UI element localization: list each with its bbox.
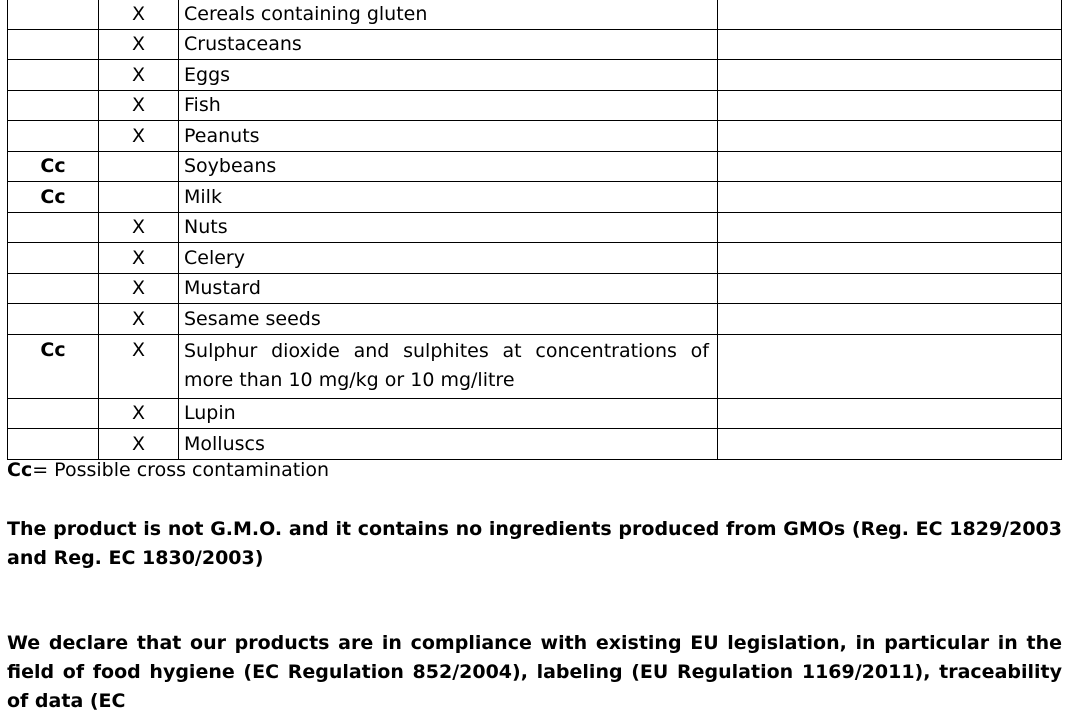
table-row [8,334,1062,398]
table-row [8,0,1062,29]
cross-contamination-cell: Cc [8,182,99,213]
table-row [8,182,1062,213]
cross-contamination-cell: Cc [8,151,99,182]
legend-text: = Possible cross contamination [32,459,330,481]
allergen-name-cell: Celery [179,243,718,274]
empty-cell [718,121,1062,152]
cross-contamination-cell: Cc [8,334,99,398]
table-row [8,121,1062,152]
allergen-name-cell: Fish [179,90,718,121]
gmo-statement: The product is not G.M.O. and it contains no ingredients produced from GMOs (Reg. EC 1829/2003 and Reg. EC 1830/2003) [7,518,1062,569]
table-row [8,212,1062,243]
absent-mark-cell: X [99,90,179,121]
allergen-table [7,0,1062,460]
absent-mark-cell [99,151,179,182]
cross-contamination-cell [8,60,99,91]
absent-mark-cell: X [99,60,179,91]
absent-mark-cell: X [99,121,179,152]
table-row [8,429,1062,460]
empty-cell [718,273,1062,304]
compliance-statement: We declare that our products are in compliance with existing EU legislation, in particular in the field of food hygiene (EC Regulation 852/2004), labeling (EU Regulation 1169/2011), traceability of data (EC [7,632,1062,712]
empty-cell [718,334,1062,398]
allergen-name-cell: Mustard [179,273,718,304]
absent-mark-cell: X [99,429,179,460]
absent-mark-cell: X [99,334,179,398]
table-row [8,151,1062,182]
allergen-name-cell: Sesame seeds [179,304,718,335]
allergen-name-cell: Soybeans [179,151,718,182]
empty-cell [718,0,1062,29]
empty-cell [718,182,1062,213]
allergen-name-cell: Eggs [179,60,718,91]
empty-cell [718,429,1062,460]
allergen-name-cell: Lupin [179,398,718,429]
table-row [8,273,1062,304]
empty-cell [718,60,1062,91]
cross-contamination-cell [8,90,99,121]
empty-cell [718,29,1062,60]
empty-cell [718,398,1062,429]
cross-contamination-cell [8,273,99,304]
legend-abbreviation: Cc [7,459,33,481]
cross-contamination-cell [8,243,99,274]
cross-contamination-cell [8,29,99,60]
absent-mark-cell: X [99,0,179,29]
allergen-name-cell: Cereals containing gluten [179,0,718,29]
table-row [8,304,1062,335]
absent-mark-cell: X [99,212,179,243]
cross-contamination-cell [8,398,99,429]
empty-cell [718,243,1062,274]
table-row [8,90,1062,121]
absent-mark-cell: X [99,29,179,60]
cross-contamination-cell [8,304,99,335]
allergen-name-cell: Peanuts [179,121,718,152]
empty-cell [718,304,1062,335]
table-row [8,243,1062,274]
absent-mark-cell [99,182,179,213]
table-row [8,60,1062,91]
cross-contamination-cell [8,121,99,152]
table-row [8,398,1062,429]
absent-mark-cell: X [99,304,179,335]
cross-contamination-cell [8,429,99,460]
allergen-name-cell: Milk [179,182,718,213]
cross-contamination-cell [8,0,99,29]
empty-cell [718,212,1062,243]
allergen-name-cell: Crustaceans [179,29,718,60]
absent-mark-cell: X [99,243,179,274]
legend-note [7,459,329,481]
empty-cell [718,90,1062,121]
table-row [8,29,1062,60]
absent-mark-cell: X [99,398,179,429]
absent-mark-cell: X [99,273,179,304]
empty-cell [718,151,1062,182]
cross-contamination-cell [8,212,99,243]
allergen-name-cell: Nuts [179,212,718,243]
allergen-name-cell: Molluscs [179,429,718,460]
allergen-name-cell: Sulphur dioxide and sulphites at concentrations of more than 10 mg/kg or 10 mg/litre [179,334,718,398]
